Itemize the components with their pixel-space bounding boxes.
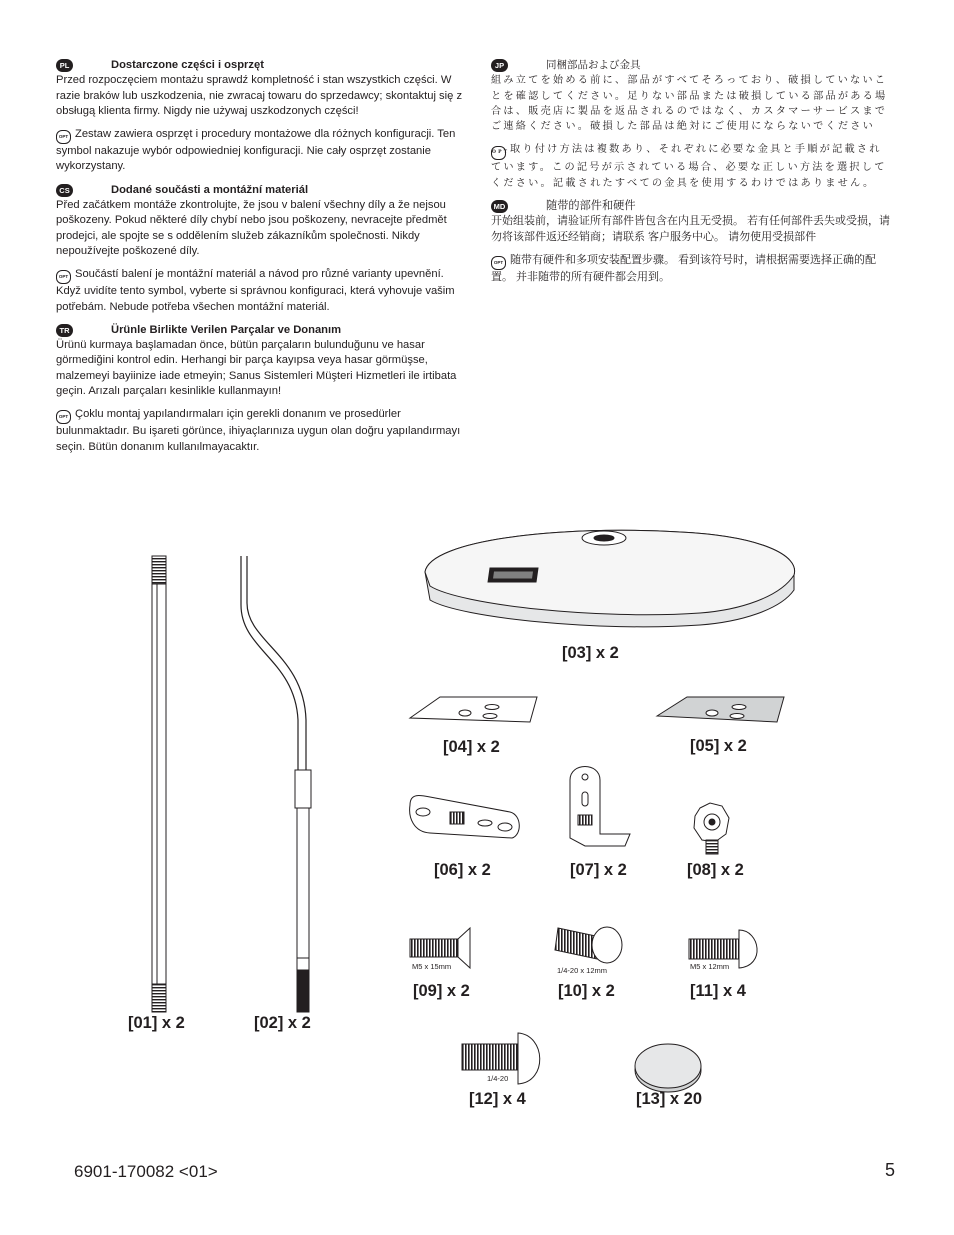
option-icon: OPT: [56, 410, 71, 424]
section-title: Dostarczone części i osprzęt: [111, 59, 264, 71]
part-03-base-plate: [425, 530, 795, 627]
part-label-08: [08] x 2: [687, 861, 744, 879]
part-size-10: 1/4-20 x 12mm: [557, 966, 608, 975]
language-badge-jp: JP: [491, 59, 508, 72]
part-02-curved-pole: [241, 556, 311, 1012]
language-badge-md: MD: [491, 200, 508, 213]
part-label-05: [05] x 2: [690, 737, 747, 755]
part-07-l-bracket: [570, 767, 630, 847]
option-icon: OPT: [56, 130, 71, 144]
language-badge-cs: CS: [56, 184, 73, 197]
section-title: 同梱部品および金具: [546, 59, 641, 71]
part-05-plate: [657, 697, 784, 722]
part-label-13: [13] x 20: [636, 1090, 703, 1108]
option-text: 取り付け方法は複数あり、それぞれに必要な金具と手順が記載されています。この記号が示されている場合、必要な正しい方法を選択してください。記載されたすべての金具を使用するわけではありません。: [491, 144, 887, 189]
option-icon: OPT: [491, 146, 506, 160]
part-label-12: [12] x 4: [469, 1090, 526, 1108]
part-13-pad: [635, 1044, 701, 1092]
option-text: 随带有硬件和多项安装配置步骤。 看到该符号时，请根据需要选择正确的配置。 并非随带的所有硬件都会用到。: [491, 253, 877, 283]
part-label-07: [07] x 2: [570, 861, 627, 879]
page-number: 5: [885, 1160, 896, 1180]
part-04-plate: [410, 697, 537, 722]
part-label-11: [11] x 4: [690, 982, 746, 1000]
part-size-11: M5 x 12mm: [690, 962, 730, 971]
part-label-04: [04] x 2: [443, 738, 500, 756]
part-size-09: M5 x 15mm: [412, 962, 452, 971]
section-body: Ürünü kurmaya başlamadan önce, bütün parçaların bulunduğunu ve hasar görmediğini kontrol edin. Herhangi bir parça kayıpsa veya hasar görmüşse, malzemeyi bayiinize iade etmeyin; Sanus Sistemleri Müşteri Hizmetleri ile irtibata geçin. Arızalı parçaları kesinlikle kullanmayın!: [56, 339, 457, 398]
part-10-screw: [555, 927, 622, 963]
section-title: 随带的部件和硬件: [546, 200, 636, 213]
option-icon: OPT: [56, 270, 71, 284]
section-body: 开始组装前，请验证所有部件皆包含在内且无受损。 若有任何部件丢失或受损，请勿将该部件返还经销商；请联系 客户服务中心。 请勿使用受损部件: [491, 215, 891, 243]
section-body: Przed rozpoczęciem montażu sprawdź kompletność i stan wszystkich części. W razie braków lub uszkodzenia, nie zwracaj towaru do sprzedawcy; skontaktuj się z obsługą klienta firmy. Nigdy nie używaj uszkodzonych części!: [56, 74, 463, 117]
document-number: 6901-170082 <01>: [74, 1162, 218, 1181]
part-label-03: [03] x 2: [562, 644, 619, 662]
section-body: Před začátkem montáže zkontrolujte, že jsou v balení všechny díly a že nejsou poškozeny. Pokud některé díly chybí nebo jsou poškozeny, nevracejte předmět prodejci, ale spojte se s oddělením služeb zákazníkům společnosti. Nikdy nepoužívejte poškozené díly.: [56, 199, 447, 257]
option-icon: OPT: [491, 256, 506, 270]
section-body: 組み立てを始める前に、部品がすべてそろっており、破損していないことを確認してください。足りない部品または破損している部品がある場合は、販売店に製品を返品されるのではなく、カスタマーサービスまでご連絡ください。破損した部品は絶対にご使用にならないでください: [491, 75, 888, 133]
part-label-10: [10] x 2: [558, 982, 615, 1000]
section-title: Ürünle Birlikte Verilen Parçalar ve Donanım: [111, 323, 342, 336]
part-06-bracket: [410, 795, 520, 838]
part-label-02: [02] x 2: [254, 1014, 311, 1032]
language-badge-tr: TR: [56, 324, 73, 337]
part-01-pole: [152, 556, 166, 1012]
option-text: Součástí balení je montážní materiál a návod pro různé varianty upevnění. Když uvidíte tento symbol, vyberte si správnou konfiguraci, která vyhovuje vašim potřebám. Nebude potřeba všechen montážní materiál.: [56, 268, 455, 313]
part-label-09: [09] x 2: [413, 982, 470, 1000]
language-badge-pl: PL: [56, 59, 73, 72]
option-text: Çoklu montaj yapılandırmaları için gerekli donanım ve prosedürler bulunmaktadır. Bu işareti görünce, ihiyaçlarınıza uygun olan doğru yapılandırmayı seçin. Bütün donanım kullanılmayacaktır.: [56, 408, 461, 453]
part-size-12: 1/4-20: [487, 1074, 509, 1083]
section-title: Dodané součásti a montážní materiál: [111, 183, 309, 196]
part-label-06: [06] x 2: [434, 861, 491, 879]
part-08-knob: [694, 803, 729, 854]
part-label-01: [01] x 2: [128, 1014, 185, 1032]
option-text: Zestaw zawiera osprzęt i procedury montażowe dla różnych konfiguracji. Ten symbol nakazuje wybór odpowiedniej konfiguracji. Nie cały osprzęt zostanie wykorzystany.: [56, 128, 456, 173]
